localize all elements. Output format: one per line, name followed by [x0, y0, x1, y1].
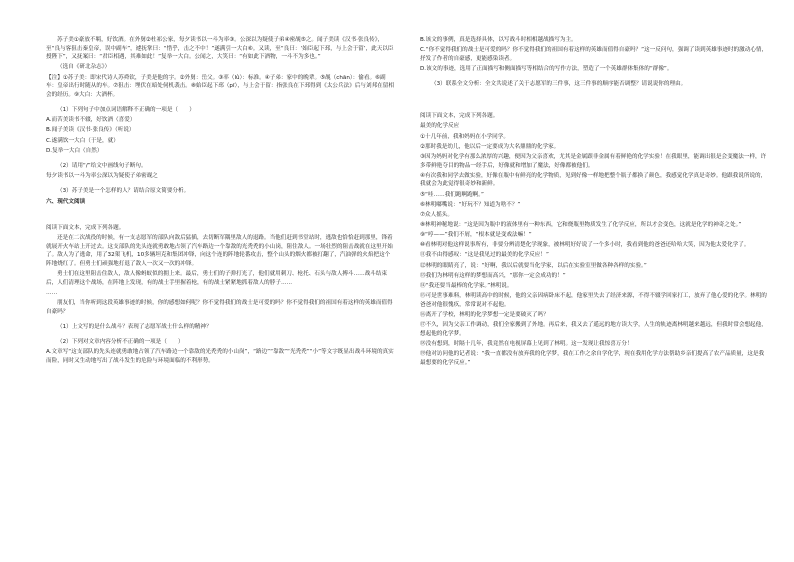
q5-option-a: A.文章写“这支部队的先头连就勇敢地占领了汽车路边一个靠敌的光秃秃的小山岗”，“路边”“靠敌”“光秃秃”“小”等文字既显出战斗环境的真实而险，同时又生动地写出了战斗发生的危险与环境面临的不利形势。 [46, 349, 394, 365]
q2-sentence: 每夕读书以一斗为率公深以为疑使子弟密觇之 [46, 173, 158, 180]
passage-notes: 【注】①苏子美：即宋代诗人苏舜钦，子美是他的字。②外舅：岳父。③率（lǜ）：标准。④子弟：家中的晚辈。⑤觇（chān）：偷看。⑥副车：皇帝出行时随从的车。⑦狙击：埋伏在暗处伺机袭击。⑧始臣起下邳（pī），与上会于留：指张良在下邳得到《太公兵法》后与刘邦在留相会的经历。⑨大白：大酒杯。 [46, 74, 394, 98]
right-column [420, 36, 768, 369]
passage-source: （选自《研北杂志》） [57, 64, 111, 71]
q5-option-b: B.该文的事例，真是选择具体，以写战斗时相相越战描写为主。 [420, 37, 577, 43]
article-paragraph: ⑯离开了学校，林明的化学梦想一定是要破灭了吗？ [420, 311, 549, 318]
article-paragraph: ⑪我不由得感叹：“这是我见过的最美的化学反应！” [420, 252, 549, 259]
article-paragraph: ⑨“哼——”我们不屑，“根本就是变戏法嘛！” [420, 232, 532, 239]
q1-option-b: B.闻子美读《汉书·张良传》（听说） [46, 127, 135, 134]
article-paragraph: ②那时我是幼儿，他以后一定要成为大名鼎鼎的化学家。 [420, 143, 560, 150]
question-5: （2）下列对文章内容分析不正确的一项是（ ） [57, 339, 184, 346]
classical-passage: 苏子美①豪放不羁，好饮酒。在外舅②杜祁公家，每夕读书以一斗为率③。公深以为疑使子弟④密觇⑤之。闻子美读《汉书·张良传》，至“良与客狙击秦皇帝，误中副车”，遽抚掌曰：“惜乎，击之不中！”遂满引一大白⑥。又读，至“良曰：‘始臣起下邳，与上会于留’，此天以臣授陛下”，又抚案曰：“君臣相遇，其难如此！”复举一大白。公闻之，大笑曰：“有如此下酒物，一斗不为多也。” [46, 37, 394, 61]
story-paragraph: 勇士们在这里阻击住敌人，敌人像蚂蚁似的拥上来。最后，勇士们的子弹打光了，他们就用刺刀、枪托、石头与敌人搏斗……战斗结束后，人们清理这个战场，在阵地上发现，有的战士手里握着枪，有的战士紧紧地抓着敌人的脖子…… [46, 271, 388, 286]
story-ellipsis: …… [46, 290, 58, 297]
question-4: （1）上文写的是什么战斗？表现了志愿军战士什么样的精神？ [57, 324, 212, 331]
question-1: （1）下列句子中加点词语解释不正确的一项是（ ） [57, 107, 195, 114]
question-6: （3）联系全文分析：全文共说述了关于志愿军的三件事，这三件事的顺序能否调整？请说说你的理由。 [431, 81, 687, 88]
article-paragraph: ⑤“哇……我们跑啊跑啊。” [420, 191, 484, 198]
article-paragraph: ⑦众人摇头。 [420, 211, 453, 218]
article-paragraph: ⑧林明神秘地说：“这是因为瓶中的液体里有一种东西，它和烧瓶里物质发生了化学反应，所以才会变色，这就是化学的神奇之处。” [420, 222, 742, 228]
article-paragraph: ⑲他对访问他的记者说：“我一直都没有放弃我的化学梦，我在工作之余自学化学，现在我用化学方法帮助乡亲们提高了农产品质量，这是我最想要的化学反应。” [420, 351, 765, 366]
story-reflection: 朋友们，当你听到这段英雄事迹的时候，你的感想如何呢？你不觉得我们的战士是可爱的吗？你不觉得我们的祖国有着这样的英雄而值得自豪吗？ [46, 300, 393, 315]
article-paragraph: ⑩看林明对他这样说事所有，非要分辨清楚化学现象，被林明好好说了一个多小时，我看到他的爸爸还哈哈大笑，因为他太爱化学了。 [420, 242, 750, 249]
q5-option-d: D.该文的事迹，选用了正面描写和侧面描写等相结合的写作方法，塑造了一个英雄群体集体的“群像”。 [420, 65, 673, 72]
q5-option-c: C.“你不觉得我们的战士是可爱的吗？你不觉得我们的祖国有着这样的英雄而值得自豪吗？”这一反问句，强调了读到英雄事迹时的激动心情，抒发了作者的自豪感，更能感染读者。 [420, 47, 768, 62]
article-paragraph: ⑭“我还要当最棒的化学家。”林明说。 [420, 282, 513, 289]
article-paragraph: ③因为妈妈对化学有那么浓厚的兴趣，便因为父亲喜欢，尤其是金属跟非金属有着鲜艳的化学实验！在我眼里，能调出很是会变魔法一样，许多带鲜艳夺目的物品一经手后，好像就和增加了魔法，好像都被他们。 [420, 153, 767, 169]
left-column [46, 36, 394, 367]
read-prompt: 阅读下面文本，完成下列各题。 [46, 225, 125, 231]
article-paragraph: ⑥林明嘟嘴说：“好玩不？知道为啥不？” [420, 201, 521, 208]
question-2: （2）请用“/”给文中画线句子断句。 [57, 162, 147, 169]
read-prompt-2: 阅读下面文本，完成下列各题。 [420, 113, 499, 120]
q1-option-d: D.复举一大白（自然） [46, 147, 103, 154]
article-paragraph: ⑰不久，因为父亲工作调动，我们全家搬到了外地。再后来，我又去了遥远的地方读大学，人生的轨迹离林明越来越远，但我时常会想起他，想起他的化学梦。 [420, 322, 767, 337]
article-paragraph: ⑮可是世事难料，林明读高中的时候，他的父亲因病卧床不起，他家里失去了经济来源，不得不辍学回家打工，放弃了他心爱的化学。林明的爸爸对他很愧疚，常常说对不起他。 [420, 293, 767, 308]
story-paragraph: 还是在二次战役的时候，有一支志愿军的部队向敌后猛插，去切断军隅里敌人的退路。当他们赶到书堂站时，逃敌也恰恰赶到那里，锋着就展开火车站上开过去。这支部队的先头连就勇敢地占领了汽车路边一个靠敌的光秃秃的小山岗，阻住敌人。一场壮烈的阻击战就在这里开始了。敌人为了逃命，用了32架飞机，10多辆坦克和集团冲锋，向这个连的阵地轮番攻击，整个山头的烟火都被打翻了，汽油弹的火焰把这个阵地烧红了。但勇士们顽强地打退了敌人一次又一次的冲锋。 [46, 235, 393, 268]
article-paragraph: ①十几年前，我和妈妈在小学同学。 [420, 133, 509, 140]
article-paragraph: ⑫林明的眼睛亮了，说：“好啊，我以后就要当化学家，以后在实验室里做各种各样的实验。” [420, 262, 647, 269]
section-6-heading: 六、现代文阅读 [46, 198, 86, 205]
article-title: 最美的化学反应 [420, 123, 460, 130]
article-paragraph: ④有次我和同学去做实验，好像在瓶中有鲜亮的化学物质，见到好像一样地把整个瓶子都换了颜色，我感觉化学真是奇妙。他跟我说所说的，我就会为此觉得很奇妙和新鲜。 [420, 172, 767, 188]
article-paragraph: ⑬我们为林明有这样的梦想而高兴，“那你一定会成功的！” [420, 272, 566, 279]
article-paragraph: ⑱没有想到，时隔十几年，我竟然在电视屏幕上见到了林明。这一发现让我惊喜万分！ [420, 340, 633, 347]
q1-option-c: C.遂满饮一大白（于是，就） [46, 137, 119, 144]
q1-option-a: A.而苦美读书不辍，好饮酒（喜爱） [46, 117, 136, 124]
question-3: （3）苏子美是一个怎样的人？请结合原文简要分析。 [57, 188, 190, 195]
